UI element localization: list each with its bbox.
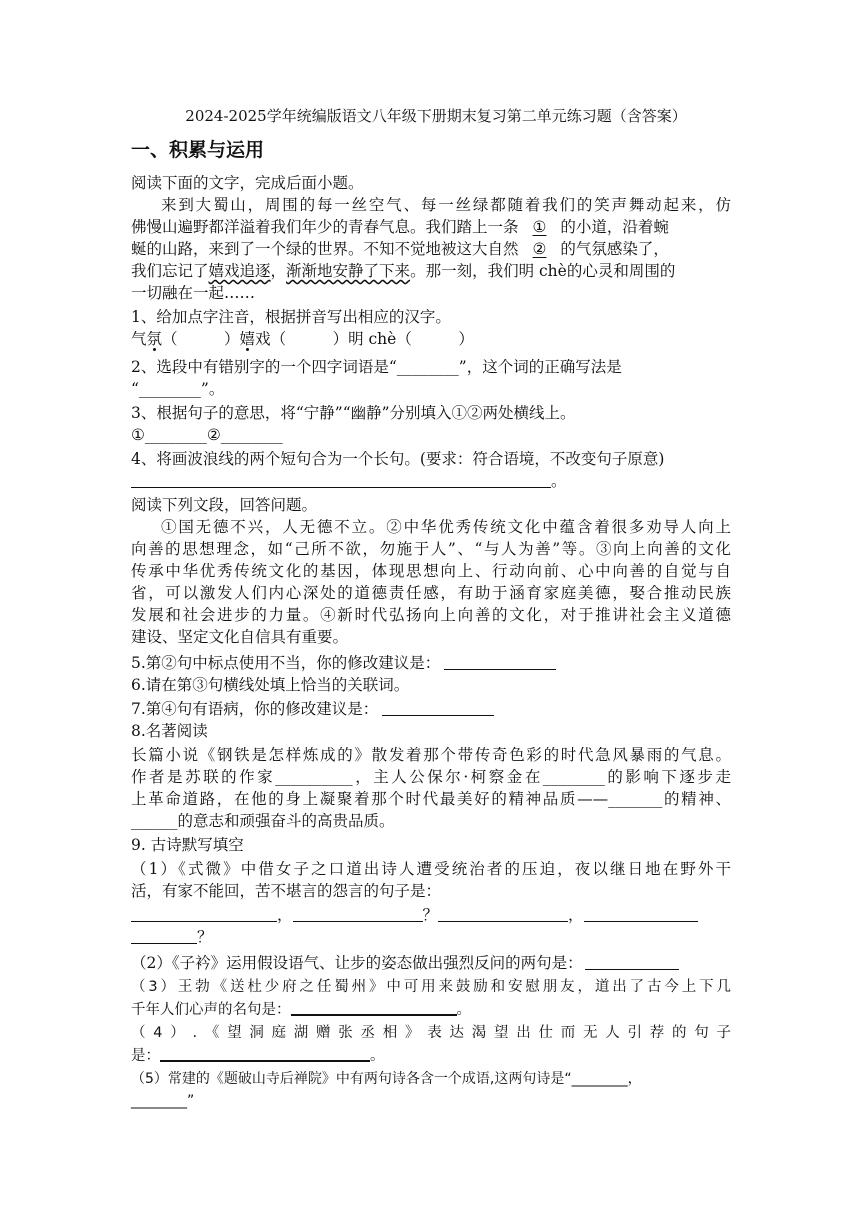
section-heading: 一、积累与运用: [131, 139, 265, 161]
passage-2-line-1: ①国无德不兴，人无德不立。②中华优秀传统文化中蕴含着很多劝导人向上: [161, 518, 731, 536]
question-8: 8.名著阅读: [131, 722, 208, 740]
blank-1: ①: [532, 218, 547, 236]
passage-2-line-5: 发展和社会进步的力量。④新时代弘扬向上向善的文化，对于推讲社会主义道德: [131, 606, 731, 624]
answer-line: [131, 471, 551, 488]
question-7: 7.第④句有语病，你的修改建议是：: [131, 698, 731, 720]
question-9-4-line-2: 是： 。: [131, 1044, 731, 1067]
passage-1-intro: 阅读下面的文字，完成后面小题。: [131, 174, 364, 192]
question-9-1-blanks: ， ？ ，: [131, 904, 731, 926]
wavy-phrase-1: 嬉戏追逐: [208, 262, 271, 280]
question-1-answers: 气氛（ ）嬉戏（ ）明 chè（ ）: [131, 330, 474, 348]
dotted-char-xi: 嬉: [239, 330, 256, 348]
question-3-blanks: ①________②________: [131, 426, 283, 444]
passage-1-line-2: 佛慢山遍野都洋溢着我们年少的青春气息。我们踏上一条 ① 的小道，沿着蜿: [131, 218, 669, 236]
question-5: 5.第②句中标点使用不当，你的修改建议是：: [131, 652, 731, 674]
question-6: 6.请在第③句横线处填上恰当的关联词。: [131, 676, 410, 694]
question-9-1-line-4: ？: [131, 926, 731, 948]
answer-line: [131, 905, 277, 922]
question-9: 9. 古诗默写填空: [131, 836, 244, 854]
passage-2-line-6: 建设、坚定文化自信具有重要。: [131, 628, 349, 646]
question-9-2: （2）《子衿》运用假设语气、让步的姿态做出强烈反问的两句是：: [131, 952, 731, 974]
question-3: 3、根据句子的意思，将“宁静”“幽静”分别填入①②两处横线上。: [131, 404, 576, 422]
question-4: 4、将画波浪线的两个短句合为一个长句。(要求：符合语境，不改变句子原意): [131, 450, 665, 468]
question-1: 1、给加点字注音，根据拼音写出相应的汉字。: [131, 308, 451, 326]
question-4-answer: 。: [131, 470, 731, 492]
answer-line: [131, 927, 197, 944]
passage-2-line-3: 传承中华优秀传统文化的基因，体现思想向上、行动向前、心中向善的自觉与自: [131, 562, 731, 580]
document-title: 2024-2025学年统编版语文八年级下册期末复习第二单元练习题（含答案）: [185, 107, 687, 125]
passage-2-line-2: 向善的思想理念，如“己所不欲，勿施于人”、“与人为善”等。③向上向善的文化: [131, 540, 731, 558]
passage-1-line-5: 一切融在一起……: [131, 284, 256, 302]
question-2-line-1: 2、选段中有错别字的一个四字词语是“________”，这个词的正确写法是: [131, 358, 622, 376]
answer-line: [585, 953, 679, 970]
question-8-line-4: ______的意志和顽强奋斗的高贵品质。: [131, 812, 395, 830]
answer-line: [584, 905, 698, 922]
question-8-line-1: 长篇小说《钢铁是怎样炼成的》散发着那个带传奇色彩的时代急风暴雨的气息。: [131, 746, 731, 764]
question-9-4-line-1: （4）.《望洞庭湖赠张丞相》表达渴望出仕而无人引荐的句子: [131, 1025, 731, 1041]
passage-1-line-1: 来到大蜀山，周围的每一丝空气、每一丝绿都随着我们的笑声舞动起来，仿: [161, 196, 731, 214]
passage-1-line-4: 我们忘记了嬉戏追逐，渐渐地安静了下来。那一刻，我们明 chè的心灵和周围的: [131, 262, 676, 280]
passage-2-intro: 阅读下列文段，回答问题。: [131, 496, 318, 514]
answer-line: [382, 699, 494, 716]
question-2-line-2: “________”。: [131, 380, 225, 398]
question-9-1-line-1: （1）《式微》中借女子之口道出诗人遭受统治者的压迫，夜以继日地在野外干: [131, 860, 731, 878]
answer-line: [160, 1044, 370, 1062]
question-9-5-line-1: （5）常建的《题破山寺后禅院》中有两句诗各含一个成语,这两句诗是“________，: [131, 1071, 642, 1087]
answer-line: [438, 905, 568, 922]
question-9-1-line-2: 活，有家不能回，苦不堪言的怨言的句子是：: [131, 882, 442, 900]
passage-2-line-4: 省，可以激发人们内心深处的道德责任感，有助于涵育家庭美德，娶合推动民族: [131, 584, 731, 602]
dotted-char-fen: 氛: [146, 330, 163, 348]
blank-2: ②: [532, 240, 547, 258]
question-9-3-line-2: 千年人们心声的名句是： 。: [131, 998, 731, 1021]
question-9-5-line-2: ________”: [131, 1093, 195, 1109]
answer-line: [291, 998, 457, 1016]
answer-line: [293, 905, 423, 922]
wavy-phrase-2: 渐渐地安静了下来: [286, 262, 411, 280]
question-8-line-3: 上革命道路，在他的身上凝聚着那个时代最美好的精神品质——_______的精神、: [131, 790, 731, 808]
question-8-line-2: 作者是苏联的作家__________，主人公保尔·柯察金在________的影响下逐步走: [131, 768, 731, 786]
question-9-3-line-1: （3）王勃《送杜少府之任蜀州》中可用来鼓励和安慰朋友，道出了古今上下几: [131, 979, 731, 995]
passage-1-line-3: 蜒的山路，来到了一个绿的世界。不知不觉地被这大自然 ② 的气氛感染了，: [131, 240, 669, 258]
answer-line: [444, 653, 556, 670]
